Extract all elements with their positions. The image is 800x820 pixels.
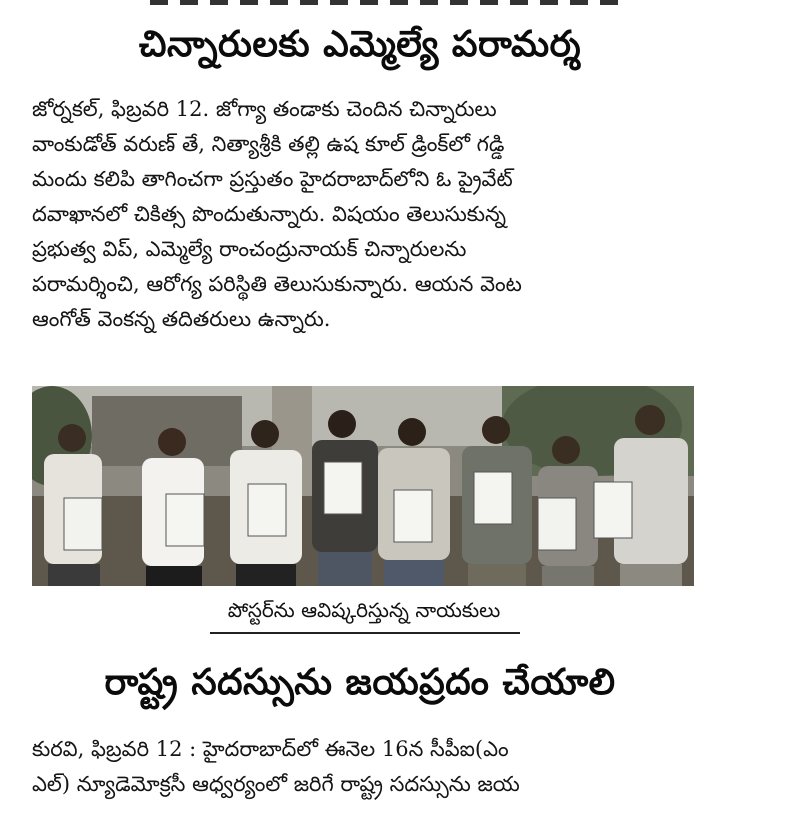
article1-line: ఆంగోత్ వెంకన్న తదితరులు ఉన్నారు. <box>32 307 331 331</box>
group-photo-illustration <box>32 386 694 586</box>
cut-off-previous-headline <box>150 0 620 5</box>
article1-line: దవాఖానలో చికిత్స పొందుతున్నారు. విషయం తెలుసుకున్న <box>32 202 506 226</box>
article1-line: పరామర్శించి, ఆరోగ్య పరిస్థితి తెలుసుకున్నారు. ఆయన వెంట <box>32 272 522 296</box>
article2-headline: రాష్ట్ర సదస్సును జయప్రదం చేయాలి <box>104 662 616 703</box>
article1-line: ప్రభుత్వ విప్, ఎమ్మెల్యే రాంచంద్రునాయక్ చిన్నారులను <box>32 237 467 261</box>
article1-body <box>32 92 694 337</box>
article2-line: కురవి, ఫిబ్రవరి 12 : హైదరాబాద్‌లో ఈనెల 16న సీపీఐ(ఎం <box>32 737 509 761</box>
article1-line: వాంకుడోత్ వరుణ్ తే, నిత్యాశ్రీకి తల్లి ఉష కూల్ డ్రింక్‌లో గడ్డి <box>32 132 505 156</box>
photo-caption: పోస్టర్‌ను ఆవిష్కరిస్తున్న నాయకులు <box>227 598 501 622</box>
article2-body <box>32 732 694 802</box>
caption-underline <box>210 632 520 634</box>
article2-line: ఎల్) న్యూడెమోక్రసీ ఆధ్వర్యంలో జరిగే రాష్ట్ర సదస్సును జయ <box>32 772 520 796</box>
article1-line: మందు కలిపి తాగించగా ప్రస్తుతం హైదరాబాద్‌లోని ఓ ప్రైవేట్ <box>32 167 513 191</box>
article1-line: జోర్నకల్, ఫిబ్రవరి 12. జోగ్యా తండాకు చెందిన చిన్నారులు <box>32 97 497 121</box>
group-photo <box>32 386 694 586</box>
article1-headline: చిన్నారులకు ఎమ్మెల్యే పరామర్శ <box>138 24 582 65</box>
